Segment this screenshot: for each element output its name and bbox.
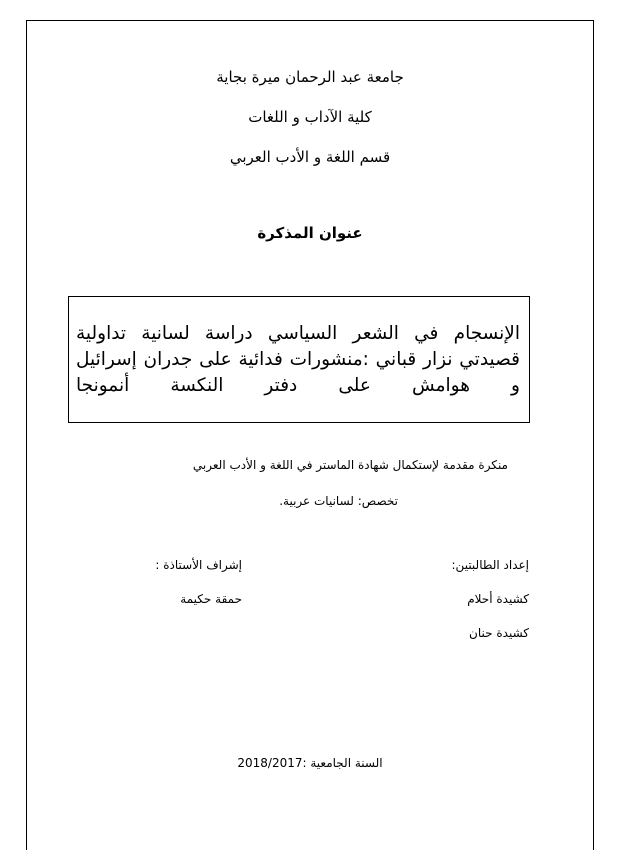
specialization: تخصص: لسانيات عربية. (279, 494, 398, 508)
student-name-2: كشيدة حنان (469, 626, 529, 640)
page-border (26, 20, 594, 850)
memo-description: منكرة مقدمة لإستكمال شهادة الماستر في اللغة و الأدب العربي (192, 458, 508, 472)
student-name-1: كشيدة أحلام (467, 592, 529, 606)
university-name: جامعة عبد الرحمان ميرة بجاية (216, 68, 404, 86)
supervisor-name: حمقة حكيمة (180, 592, 242, 606)
students-label: إعداد الطالبتين: (451, 558, 529, 572)
thesis-title-box (68, 296, 530, 423)
academic-year: السنة الجامعية :2018/2017 (237, 756, 383, 770)
memo-title-heading: عنوان المذكرة (257, 224, 363, 242)
thesis-title: الإنسجام في الشعر السياسي دراسة لسانية تداولية قصيدتي نزار قباني :منشورات فدائية على جدران إسرائيل و هوامش على دفتر النكسة أنمونجا (76, 323, 520, 396)
supervisor-label: إشراف الأستاذة : (155, 558, 242, 572)
faculty-name: كلية الآداب و اللغات (248, 108, 372, 126)
department-name: قسم اللغة و الأدب العربي (229, 148, 391, 166)
